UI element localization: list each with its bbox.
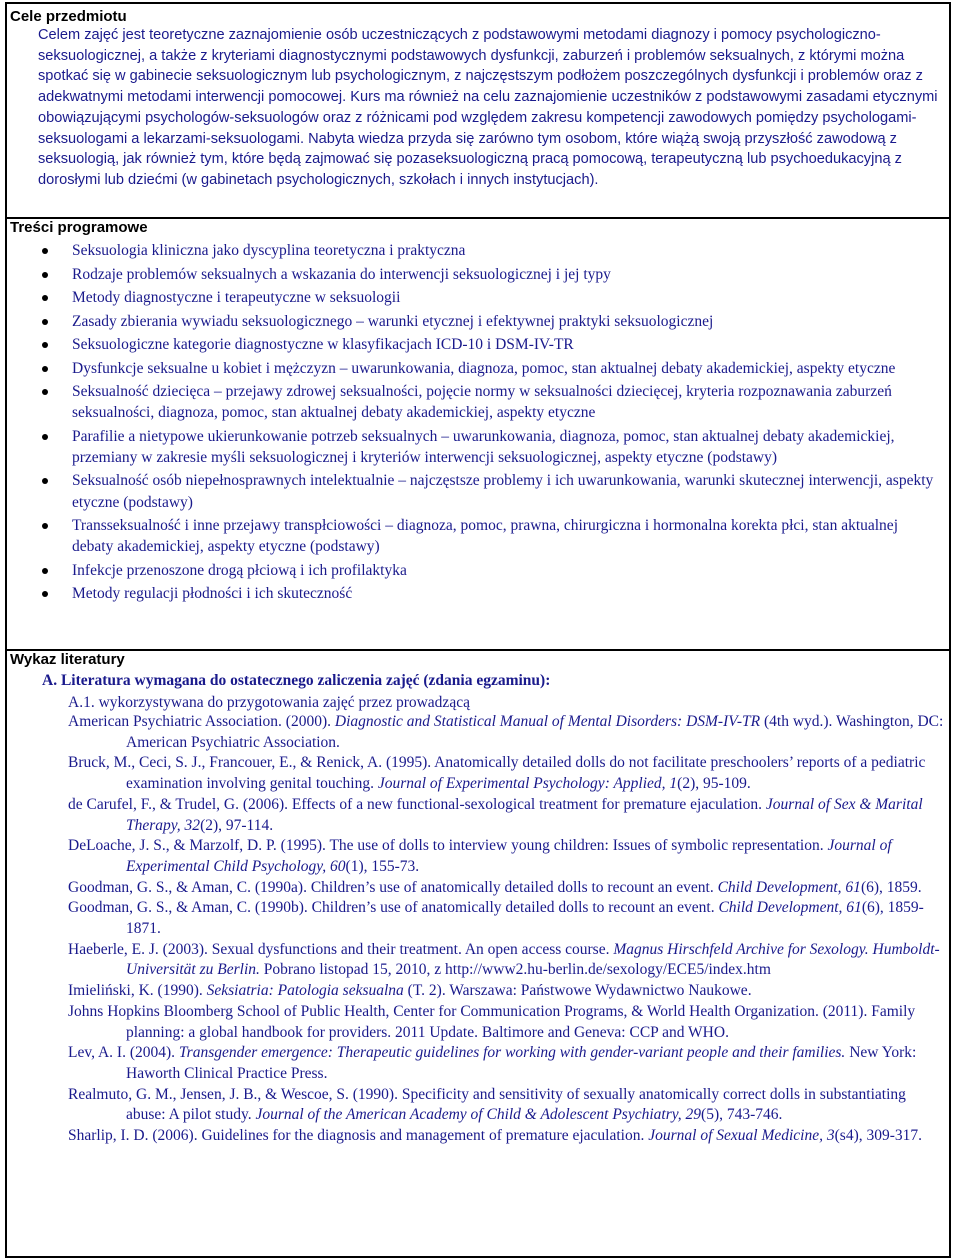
reference-item: Goodman, G. S., & Aman, C. (1990b). Children’s use of anatomically detailed dolls to recount an event. Child Development, 61(6), 1859-1871. [68,899,924,938]
list-item: Seksualność osób niepełnosprawnych intelektualnie – najczęstsze problemy i ich uwarunkowania, warunki skutecznej interwencji, aspekty etyczne (podstawy) [38,470,938,512]
list-item: Parafilie a nietypowe ukierunkowanie potrzeb seksualnych – uwarunkowania, diagnoza, pomoc, stan aktualnej debaty akademickiej, przemiany w zakresie myśli seksuologicznej i kryteriów interwencji seksuologicznej, aspekty etyczne (podstawy) [38,426,938,468]
tresci-list [38,240,938,607]
literatura-heading: Wykaz literatury [10,651,125,668]
list-item: Infekcje przenoszone drogą płciową i ich profilaktyka [38,560,938,581]
reference-item: American Psychiatric Association. (2000). Diagnostic and Statistical Manual of Mental Disorders: DSM-IV-TR (4th wyd.). Washington, DC: American Psychiatric Association. [68,713,944,751]
list-item: Seksualność dziecięca – przejawy zdrowej seksualności, pojęcie normy w seksualności dziecięcej, kryteria rozpoznawania zaburzeń seksualności, diagnoza, pomoc, stan aktualnej debaty akademickiej, aspekty etyczne [38,381,938,423]
list-item: Transseksualność i inne przejawy transpłciowości – diagnoza, pomoc, prawna, chirurgiczna i hormonalna korekta płci, stan aktualnej debaty akademickiej, aspekty etyczne (podstawy) [38,515,938,557]
reference-item: DeLoache, J. S., & Marzolf, D. P. (1995). The use of dolls to interview young children: Issues of symbolic representation. Journal of Experimental Child Psychology, 60(1), 155-73. [68,837,892,875]
list-item: Seksuologia kliniczna jako dyscyplina teoretyczna i praktyczna [38,240,938,261]
list-item: Metody regulacji płodności i ich skuteczność [38,583,938,604]
list-item: Seksuologiczne kategorie diagnostyczne w klasyfikacjach ICD-10 i DSM-IV-TR [38,334,938,355]
reference-item: Lev, A. I. (2004). Transgender emergence: Therapeutic guidelines for working with gender-variant people and their families. New York: Haworth Clinical Practice Press. [68,1044,917,1082]
reference-list [68,712,944,1147]
reference-item: Sharlip, I. D. (2006). Guidelines for the diagnosis and management of premature ejaculation. Journal of Sexual Medicine, 3(s4), 309-317. [68,1127,923,1145]
literatura-subsubheading: A.1. wykorzystywana do przygotowania zajęć przez prowadzącą [68,694,470,711]
cele-text: Celem zajęć jest teoretyczne zaznajomienie osób uczestniczących z podstawowymi metodami diagnozy i pomocy psychologiczno-seksuologicznej, a także z kryteriami diagnostycznymi podstawowych dysfunkcji, zaburzeń i problemów seksualnych, z którymi można spotkać się w gabinecie seksuologicznym lub psychologicznym, z najczęstszym podłożem poszczególnych dysfunkcji i problemów oraz z adekwatnymi metodami interwencji pomocowej. Kurs ma również na celu zaznajomienie uczestników z podstawowymi zasadami etycznymi obowiązującymi psychologów-seksuologów oraz z różnicami pod względem zakresu kompetencji zawodowych pomiędzy psychologami-seksuologami a lekarzami-seksuologami. Nabyta wiedza przyda się zarówno tym osobom, które wiążą swoją przyszłość zawodową z seksuologią, jak również tym, które będą zajmować się pozaseksuologiczną pracą pomocową, terapeutyczną lub psychoedukacyjną z dorosłymi lub dziećmi (w gabinetach psychologicznych, szkołach i innych instytucjach). [38,27,938,188]
literatura-subheading: A. Literatura wymagana do ostatecznego zaliczenia zajęć (zdania egzaminu): [42,672,551,689]
reference-item: Realmuto, G. M., Jensen, J. B., & Wescoe, S. (1990). Specificity and sensitivity of sexually anatomically correct dolls in substantiating abuse: A pilot study. Journal of the American Academy of Child & Adolescent Psychiatry, 29(5), 743-746. [68,1085,906,1124]
reference-item: Imieliński, K. (1990). Seksiatria: Patologia seksualna (T. 2). Warszawa: Państwowe Wydawnictwo Naukowe. [68,982,752,1000]
list-item: Zasady zbierania wywiadu seksuologicznego – warunki etycznej i efektywnej praktyki seksuologicznej [38,311,938,332]
reference-item: Johns Hopkins Bloomberg School of Public Health, Center for Communication Programs, & World Health Organization. (2011). Family planning: a global handbook for providers. 2011 Update. Baltimore and Geneva: CCP and WHO. [68,1002,916,1041]
tresci-heading: Treści programowe [10,219,148,236]
reference-item: de Carufel, F., & Trudel, G. (2006). Effects of a new functional-sexological treatment for premature ejaculation. Journal of Sex & Marital Therapy, 32(2), 97-114. [68,795,923,834]
reference-item: Bruck, M., Ceci, S. J., Francouer, E., & Renick, A. (1995). Anatomically detailed dolls do not facilitate preschoolers’ reports of a pediatric examination involving genital touching. Journal of Experimental Psychology: Applied, 1(2), 95-109. [68,754,926,793]
list-item: Dysfunkcje seksualne u kobiet i mężczyzn – uwarunkowania, diagnoza, pomoc, stan aktualnej debaty akademickiej, aspekty etyczne [38,358,938,379]
list-item: Rodzaje problemów seksualnych a wskazania do interwencji seksuologicznej i jej typy [38,264,938,285]
cele-heading: Cele przedmiotu [10,8,127,25]
list-item: Metody diagnostyczne i terapeutyczne w seksuologii [38,287,938,308]
reference-item: Haeberle, E. J. (2003). Sexual dysfunctions and their treatment. An open access course. Magnus Hirschfeld Archive for Sexology. Humboldt-Universität zu Berlin. Pobrano listopad 15, 2010, z http://www2.hu-berlin.de/sexology/ECE5/index.htm [68,940,940,979]
divider [5,649,951,651]
reference-item: Goodman, G. S., & Aman, C. (1990a). Children’s use of anatomically detailed dolls to recount an event. Child Development, 61(6), 1859. [68,878,922,896]
